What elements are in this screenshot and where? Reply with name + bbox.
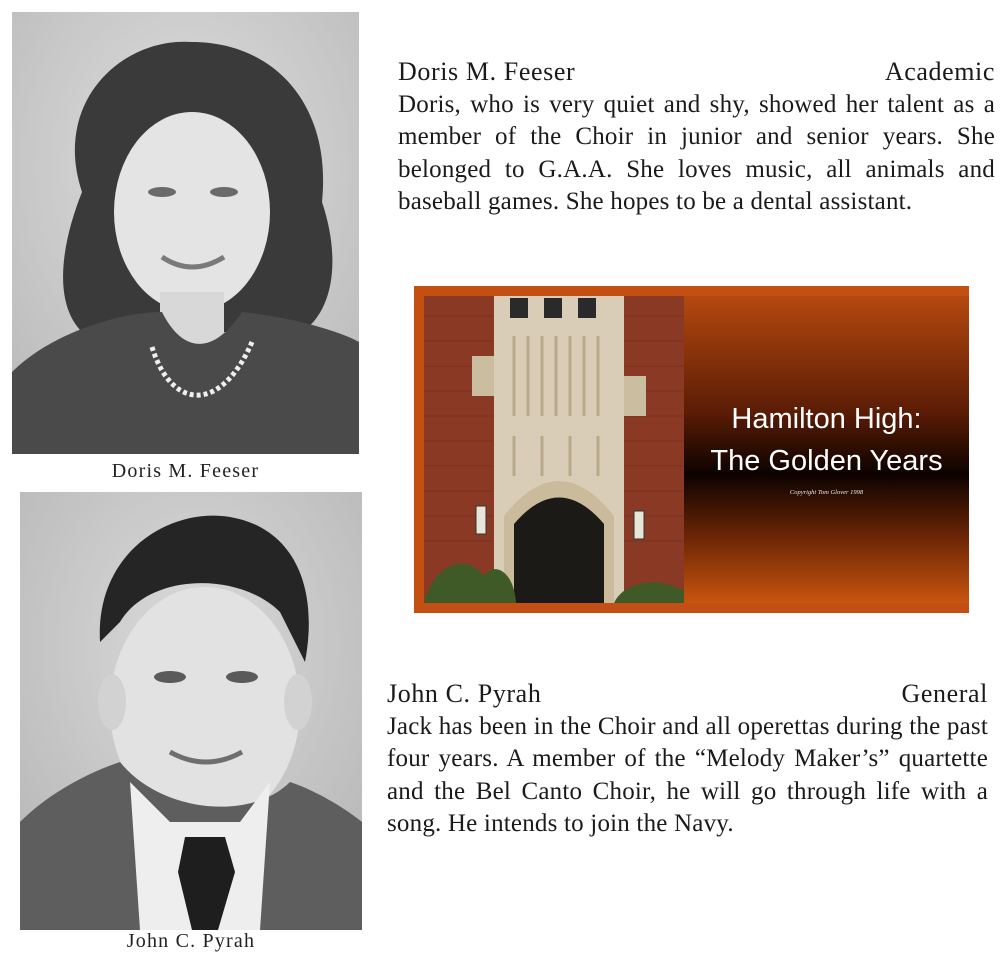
banner-title [684, 398, 969, 482]
portrait-caption: John C. Pyrah [126, 930, 256, 952]
school-building-image [424, 296, 684, 603]
hamilton-high-banner [414, 286, 969, 613]
portrait-john-pyrah [20, 492, 362, 930]
portrait-doris-feeser [12, 12, 359, 454]
course-label: Academic [884, 57, 995, 86]
course-label: General [901, 679, 988, 708]
banner-copyright: Copyright Tom Glover 1998 [789, 489, 864, 496]
entry-header [398, 56, 995, 89]
student-name: Doris M. Feeser [398, 57, 576, 86]
student-entry [387, 678, 988, 841]
banner-title-line1: Hamilton High: [731, 403, 922, 435]
banner-title-line2: The Golden Years [710, 445, 943, 477]
student-bio: Jack has been in the Choir and all operettas during the past four years. A member of the “Melody Maker’s” quartette and the Bel Canto Choir, he will go through life with a song. He intends to join the Navy. [387, 712, 988, 837]
student-name: John C. Pyrah [387, 679, 542, 708]
student-entry [398, 56, 995, 219]
student-bio: Doris, who is very quiet and shy, showed her talent as a member of the Choir in junior and senior years. She belonged to G.A.A. She loves music, all animals and baseball games. She hopes to be a dental assistant. [398, 90, 995, 215]
entry-header [387, 678, 988, 711]
portrait-caption: Doris M. Feeser [111, 460, 260, 482]
